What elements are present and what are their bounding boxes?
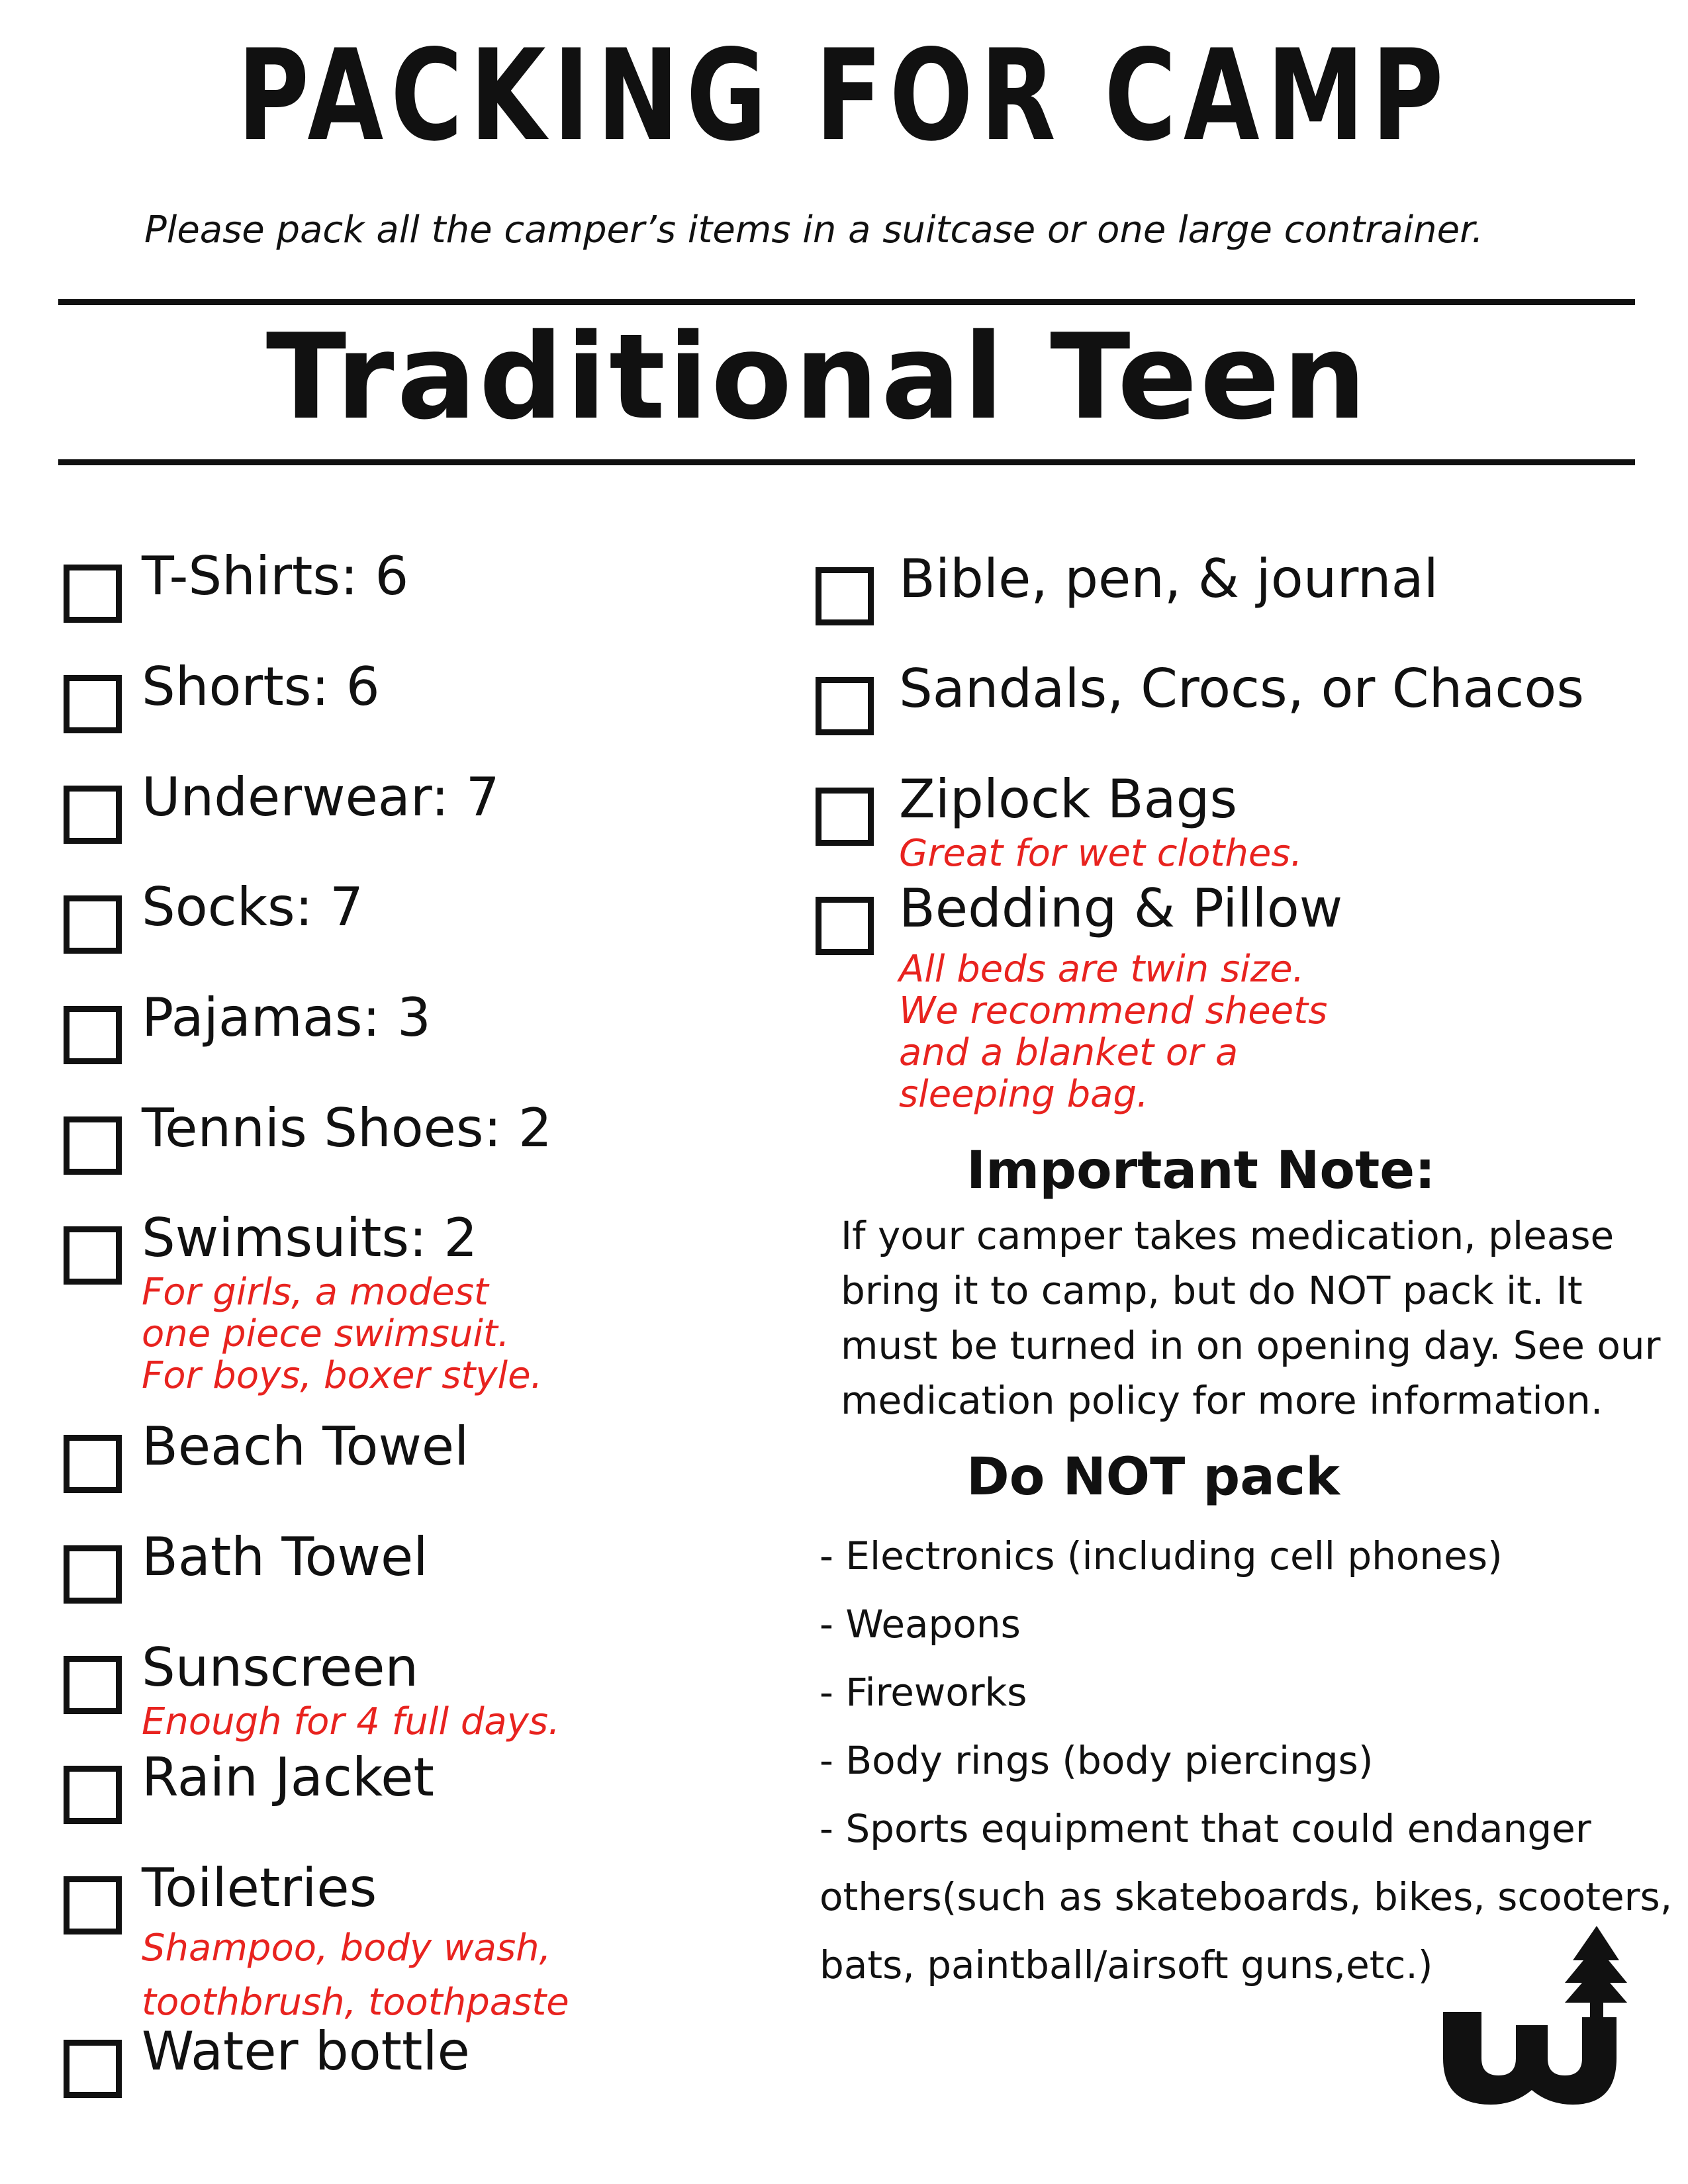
item-note (142, 1271, 542, 1396)
item-note (899, 948, 1327, 1115)
checkbox[interactable] (816, 788, 874, 846)
checkbox[interactable] (64, 1656, 122, 1714)
checkbox[interactable] (64, 895, 122, 954)
note-line: We recommend sheets (899, 989, 1328, 1032)
note-line: For boys, boxer style. (142, 1354, 543, 1397)
checkbox[interactable] (64, 786, 122, 844)
checkbox[interactable] (816, 567, 874, 625)
page-title: PACKING FOR CAMP (237, 23, 1451, 169)
item-label: Pajamas: 3 (142, 987, 431, 1048)
item-label: Water bottle (142, 2021, 470, 2082)
item-label: Bedding & Pillow (899, 878, 1343, 939)
important-note-line: medication policy for more information. (841, 1378, 1603, 1423)
do-not-pack-line: - Sports equipment that could endanger (820, 1806, 1591, 1851)
note-line: toothbrush, toothpaste (142, 1981, 569, 2024)
do-not-pack-line: bats, paintball/airsoft guns,etc.) (820, 1942, 1433, 1987)
page-subtitle: Please pack all the camper’s items in a suitcase or one large contrainer. (144, 208, 1483, 251)
item-label: Tennis Shoes: 2 (142, 1097, 552, 1159)
item-note (899, 833, 1302, 874)
note-line: All beds are twin size. (899, 948, 1305, 991)
note-line: For girls, a modest (142, 1271, 489, 1314)
checkbox[interactable] (64, 1006, 122, 1064)
top-divider (58, 299, 1635, 305)
checkbox[interactable] (64, 1545, 122, 1604)
section-title: Traditional Teen (265, 308, 1370, 445)
checkbox[interactable] (64, 2040, 122, 2098)
do-not-pack-line: - Weapons (820, 1602, 1021, 1647)
do-not-pack-line: - Electronics (including cell phones) (820, 1533, 1503, 1578)
checkbox[interactable] (64, 1766, 122, 1824)
note-line: Shampoo, body wash, (142, 1927, 551, 1970)
checkbox[interactable] (64, 1226, 122, 1285)
item-note (142, 1701, 560, 1743)
item-label: Socks: 7 (142, 876, 363, 938)
item-label: Sandals, Crocs, or Chacos (899, 658, 1584, 719)
note-line: sleeping bag. (899, 1073, 1149, 1116)
checkbox[interactable] (816, 897, 874, 955)
item-label: Bible, pen, & journal (899, 548, 1438, 610)
item-label: Underwear: 7 (142, 766, 500, 828)
note-line: Great for wet clothes. (899, 832, 1303, 875)
item-label: Bath Towel (142, 1526, 428, 1588)
camp-logo-icon (1443, 1926, 1655, 2105)
important-note-heading: Important Note: (966, 1141, 1436, 1201)
item-label: Sunscreen (142, 1637, 419, 1698)
item-label: Beach Towel (142, 1416, 469, 1477)
item-label: Ziplock Bags (899, 768, 1238, 830)
checkbox[interactable] (64, 675, 122, 733)
important-note-line: bring it to camp, but do NOT pack it. It (841, 1268, 1583, 1313)
important-note-line: must be turned in on opening day. See our (841, 1323, 1661, 1368)
note-line: Enough for 4 full days. (142, 1700, 560, 1743)
checkbox[interactable] (64, 1876, 122, 1934)
checkbox[interactable] (64, 1435, 122, 1493)
item-label: Swimsuits: 2 (142, 1207, 478, 1269)
do-not-pack-line: - Body rings (body piercings) (820, 1738, 1374, 1783)
item-label: T-Shirts: 6 (142, 545, 409, 607)
important-note-text (841, 1208, 1660, 1428)
bottom-divider (58, 459, 1635, 465)
note-line: one piece swimsuit. (142, 1312, 510, 1355)
item-label: Shorts: 6 (142, 656, 380, 717)
do-not-pack-line: - Fireworks (820, 1670, 1027, 1715)
item-note (142, 1921, 569, 2030)
do-not-pack-heading: Do NOT pack (966, 1447, 1340, 1507)
item-label: Toiletries (142, 1857, 377, 1919)
do-not-pack-line: others(such as skateboards, bikes, scooters, (820, 1874, 1673, 1919)
important-note-line: If your camper takes medication, please (841, 1213, 1615, 1258)
checkbox[interactable] (64, 565, 122, 623)
checkbox[interactable] (64, 1116, 122, 1175)
note-line: and a blanket or a (899, 1031, 1239, 1074)
item-label: Rain Jacket (142, 1747, 434, 1808)
checkbox[interactable] (816, 677, 874, 735)
